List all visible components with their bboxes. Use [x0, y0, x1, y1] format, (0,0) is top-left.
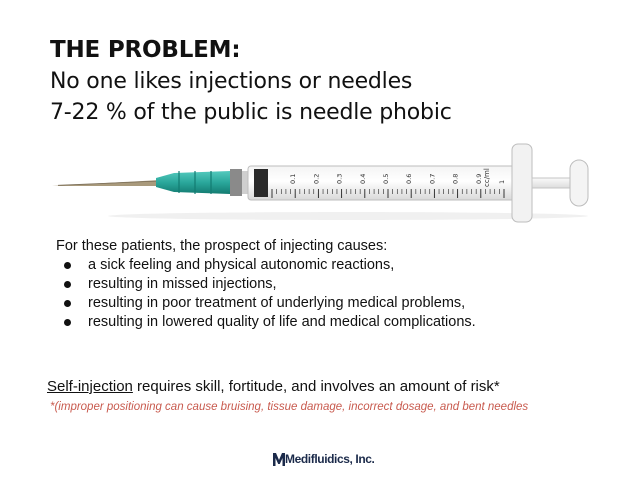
bullet-icon	[64, 319, 71, 326]
scale-number: 0.7	[428, 173, 437, 184]
plunger-rod	[532, 178, 574, 188]
barrel-collar	[230, 169, 242, 196]
scale-number: 0.4	[358, 173, 367, 184]
causes-list	[56, 256, 616, 332]
needle-hub	[156, 171, 230, 194]
heading-block	[50, 34, 610, 128]
plunger-stopper	[254, 169, 268, 197]
footnote: *(improper positioning can cause bruising, tissue damage, incorrect dosage, and bent needles	[50, 401, 529, 413]
scale-number: 0.1	[289, 173, 298, 184]
list-item: resulting in poor treatment of underlying medical problems,	[56, 294, 616, 313]
bullet-icon	[64, 262, 71, 269]
scale-number: 0.8	[451, 173, 460, 184]
list-item: resulting in missed injections,	[56, 275, 616, 294]
logo-m-icon	[272, 451, 286, 467]
syringe-image	[48, 140, 593, 226]
bullet-icon	[64, 300, 71, 307]
bullet-icon	[64, 281, 71, 288]
risk-text: requires skill, fortitude, and involves an amount of risk*	[132, 378, 500, 395]
heading-line-1: No one likes injections or needles	[50, 69, 413, 94]
scale-number: 0.9	[474, 173, 483, 184]
barrel-unit-label: cc/ml	[483, 168, 491, 187]
scale-number: 0.3	[335, 173, 344, 184]
slide-title: THE PROBLEM:	[50, 37, 241, 63]
causes-intro: For these patients, the prospect of injecting causes:	[56, 238, 388, 254]
finger-flange	[512, 144, 532, 222]
scale-number: 0.2	[312, 173, 321, 184]
logo-text: Medifluidics, Inc.	[285, 452, 375, 466]
list-item: a sick feeling and physical autonomic reactions,	[56, 256, 616, 275]
causes-section	[56, 237, 616, 332]
heading-line-2: 7-22 % of the public is needle phobic	[50, 100, 452, 125]
scale-number: 0.6	[405, 173, 414, 184]
risk-keyword: Self-injection	[47, 378, 133, 395]
scale-number: 1	[498, 179, 506, 184]
thumb-rest	[570, 160, 588, 206]
company-logo	[272, 451, 382, 471]
risk-statement	[47, 377, 627, 397]
scale-number: 0.5	[382, 173, 390, 184]
list-item: resulting in lowered quality of life and medical complications.	[56, 313, 616, 332]
